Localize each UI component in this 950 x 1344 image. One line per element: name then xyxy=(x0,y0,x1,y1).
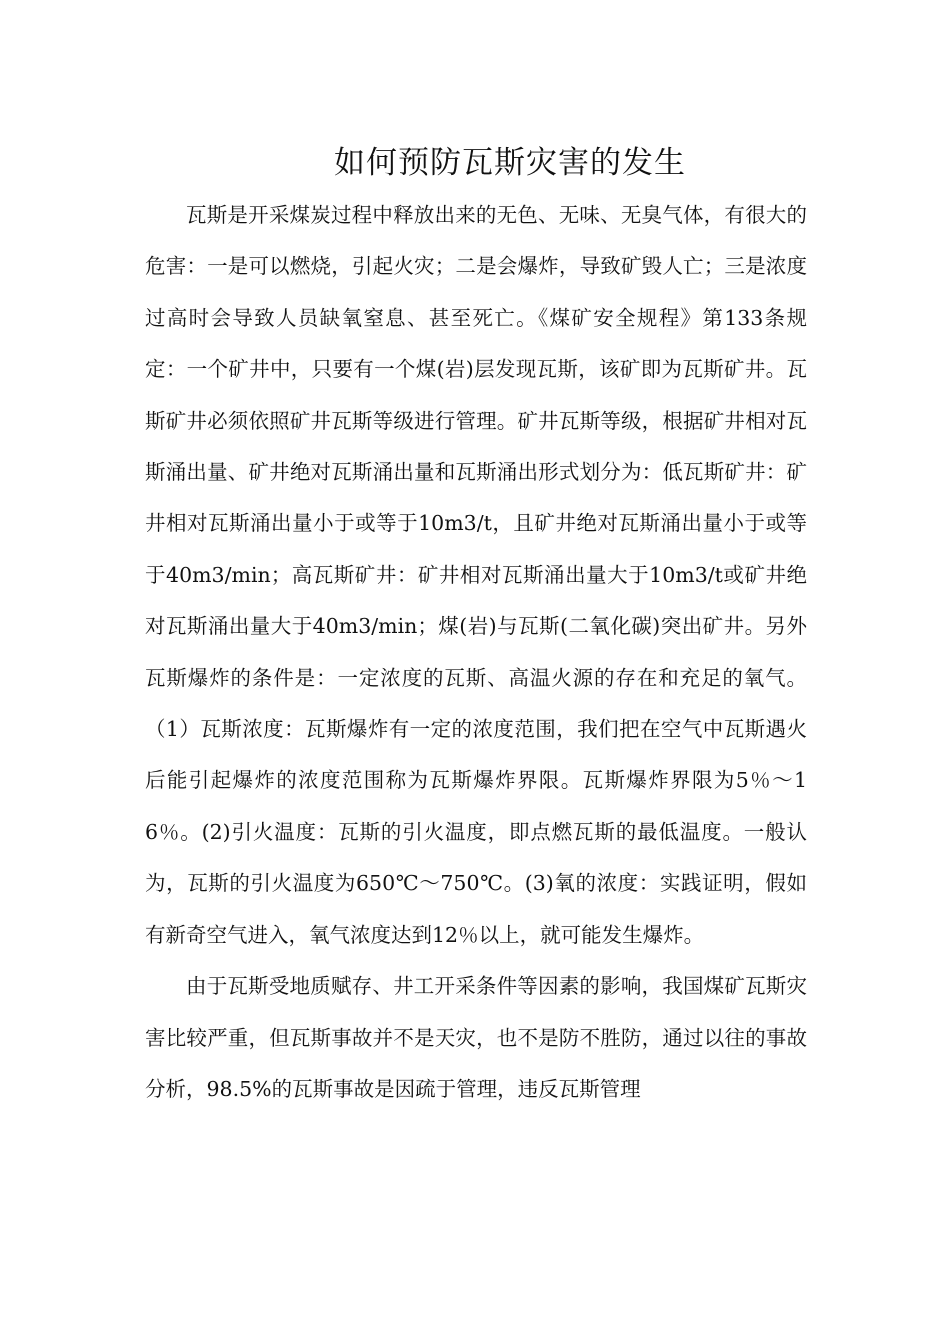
paragraph-gas-management: 由于瓦斯受地质赋存、井工开采条件等因素的影响，我国煤矿瓦斯灾害比较严重，但瓦斯事故并不是天灾，也不是防不胜防，通过以往的事故分析，98.5%的瓦斯事故是因疏于管理，违反瓦斯管理 xyxy=(145,974,807,1101)
document-title: 如何预防瓦斯灾害的发生 xyxy=(334,144,686,181)
document-body xyxy=(145,190,807,1115)
paragraph-gas-hazards: 瓦斯是开采煤炭过程中释放出来的无色、无味、无臭气体，有很大的危害：一是可以燃烧，引起火灾；二是会爆炸，导致矿毁人亡；三是浓度过高时会导致人员缺氧窒息、甚至死亡。《煤矿安全规程》第133条规定：一个矿井中，只要有一个煤(岩)层发现瓦斯，该矿即为瓦斯矿井。瓦斯矿井必须依照矿井瓦斯等级进行管理。矿井瓦斯等级，根据矿井相对瓦斯涌出量、矿井绝对瓦斯涌出量和瓦斯涌出形式划分为：低瓦斯矿井：矿井相对瓦斯涌出量小于或等于10m3/t，且矿井绝对瓦斯涌出量小于或等于40m3/min；高瓦斯矿井：矿井相对瓦斯涌出量大于10m3/t或矿井绝对瓦斯涌出量大于40m3/min；煤(岩)与瓦斯(二氧化碳)突出矿井。另外瓦斯爆炸的条件是：一定浓度的瓦斯、高温火源的存在和充足的氧气。（1）瓦斯浓度：瓦斯爆炸有一定的浓度范围，我们把在空气中瓦斯遇火后能引起爆炸的浓度范围称为瓦斯爆炸界限。瓦斯爆炸界限为5％～16％。(2)引火温度：瓦斯的引火温度，即点燃瓦斯的最低温度。一般认为，瓦斯的引火温度为650℃～750℃。(3)氧的浓度：实践证明，假如有新奇空气进入，氧气浓度达到12％以上，就可能发生爆炸。 xyxy=(145,203,807,947)
